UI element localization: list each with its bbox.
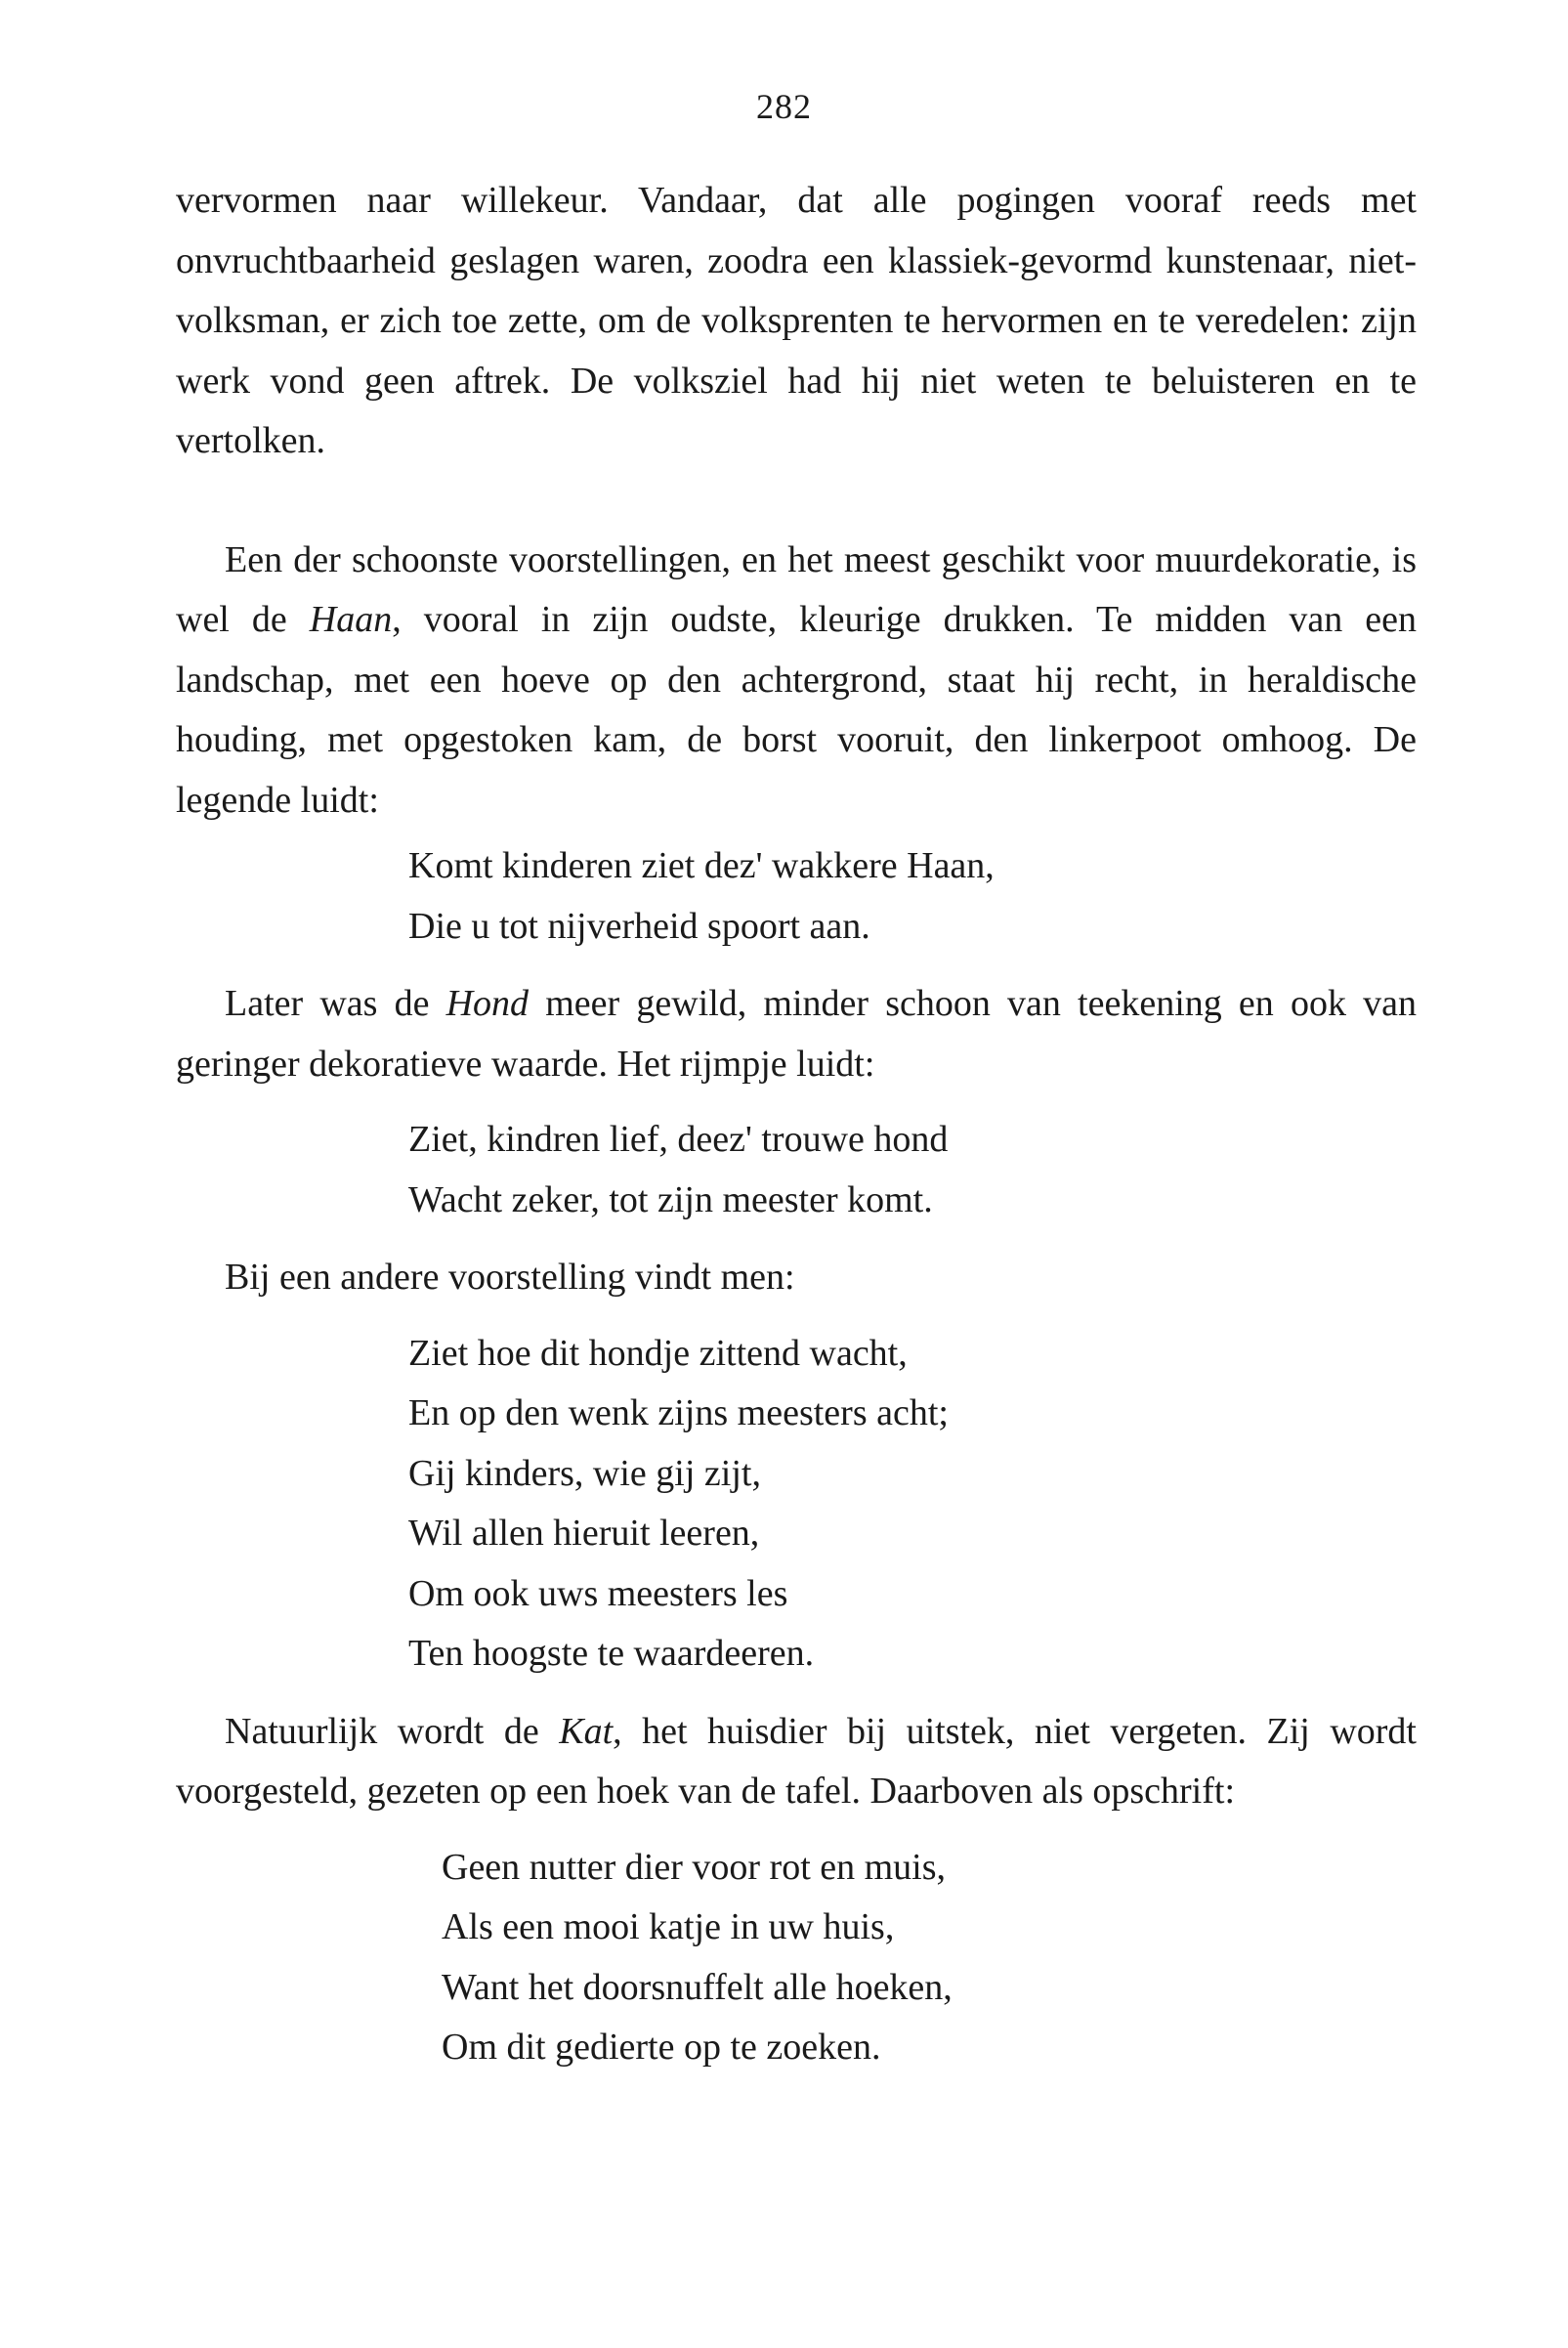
paragraph-haan bbox=[176, 531, 1417, 832]
verse-line: Om ook uws meesters les bbox=[408, 1572, 788, 1614]
paragraph-haan-text-1: Een der schoonste voorstellingen, en het meest geschikt voor muurdekoratie, is wel de bbox=[176, 538, 1417, 640]
verse-line: Wacht zeker, tot zijn meester komt. bbox=[408, 1178, 933, 1220]
verse-line: Ziet hoe dit hondje zittend wacht, bbox=[408, 1332, 908, 1374]
verse-line: Die u tot nijverheid spoort aan. bbox=[408, 905, 870, 947]
italic-haan: Haan bbox=[309, 599, 393, 640]
verse-kat bbox=[176, 1838, 1417, 2078]
verse-hond bbox=[176, 1110, 1417, 1230]
paragraph-kat-text-2: , het huisdier bij uitstek, niet vergeten. Zij wordt voorgesteld, gezeten op een hoek van de tafel. Daarboven als opschrift: bbox=[176, 1710, 1417, 1812]
verse-line: Ziet, kindren lief, deez' trouwe hond bbox=[408, 1119, 949, 1160]
verse-line: Wil allen hieruit leeren, bbox=[408, 1513, 760, 1554]
italic-hond: Hond bbox=[445, 983, 530, 1024]
paragraph-kat-text-1: Natuurlijk wordt de bbox=[225, 1710, 560, 1752]
paragraph-hond bbox=[176, 974, 1417, 1094]
paragraph-1: vervormen naar willekeur. Vandaar, dat alle pogingen vooraf reeds met onvruchtbaarheid geslagen waren, zoodra een klassiek-gevormd kunstenaar, niet-volksman, er zich toe zette, om de volksprenten te hervormen en te veredelen: zijn werk vond geen aftrek. De volksziel had hij niet weten te beluisteren en te vertolken. bbox=[176, 180, 1417, 461]
paragraph-kat bbox=[176, 1702, 1417, 1822]
page-number: 282 bbox=[756, 87, 812, 126]
paragraph-hond-text-1: Later was de bbox=[225, 983, 446, 1024]
verse-line: Gij kinders, wie gij zijt, bbox=[408, 1452, 761, 1494]
verse-haan bbox=[176, 836, 1417, 957]
verse-line: En op den wenk zijns meesters acht; bbox=[408, 1392, 949, 1433]
verse-hondje bbox=[176, 1324, 1417, 1685]
verse-line: Komt kinderen ziet dez' wakkere Haan, bbox=[408, 845, 995, 886]
paragraph-hond-text-2: meer gewild, minder schoon van teekening en ook van geringer dekoratieve waarde. Het rijmpje luidt: bbox=[176, 983, 1417, 1085]
verse-line: Geen nutter dier voor rot en muis, bbox=[442, 1846, 947, 1888]
verse-line: Want het doorsnuffelt alle hoeken, bbox=[442, 1966, 953, 2008]
verse-line: Als een mooi katje in uw huis, bbox=[442, 1906, 895, 1947]
verse-line: Om dit gedierte op te zoeken. bbox=[442, 2027, 881, 2068]
paragraph-andere-voorstelling: Bij een andere voorstelling vindt men: bbox=[225, 1257, 795, 1298]
paragraph-haan-text-2: , vooral in zijn oudste, kleurige drukken. Te midden van een landschap, met een hoeve op den achtergrond, staat hij recht, in heraldische houding, met opgestoken kam, de borst vooruit, den linkerpoot omhoog. De legende luidt: bbox=[176, 599, 1418, 821]
italic-kat: Kat bbox=[559, 1710, 614, 1752]
page-body bbox=[176, 171, 1417, 2078]
verse-line: Ten hoogste te waardeeren. bbox=[408, 1633, 815, 1674]
